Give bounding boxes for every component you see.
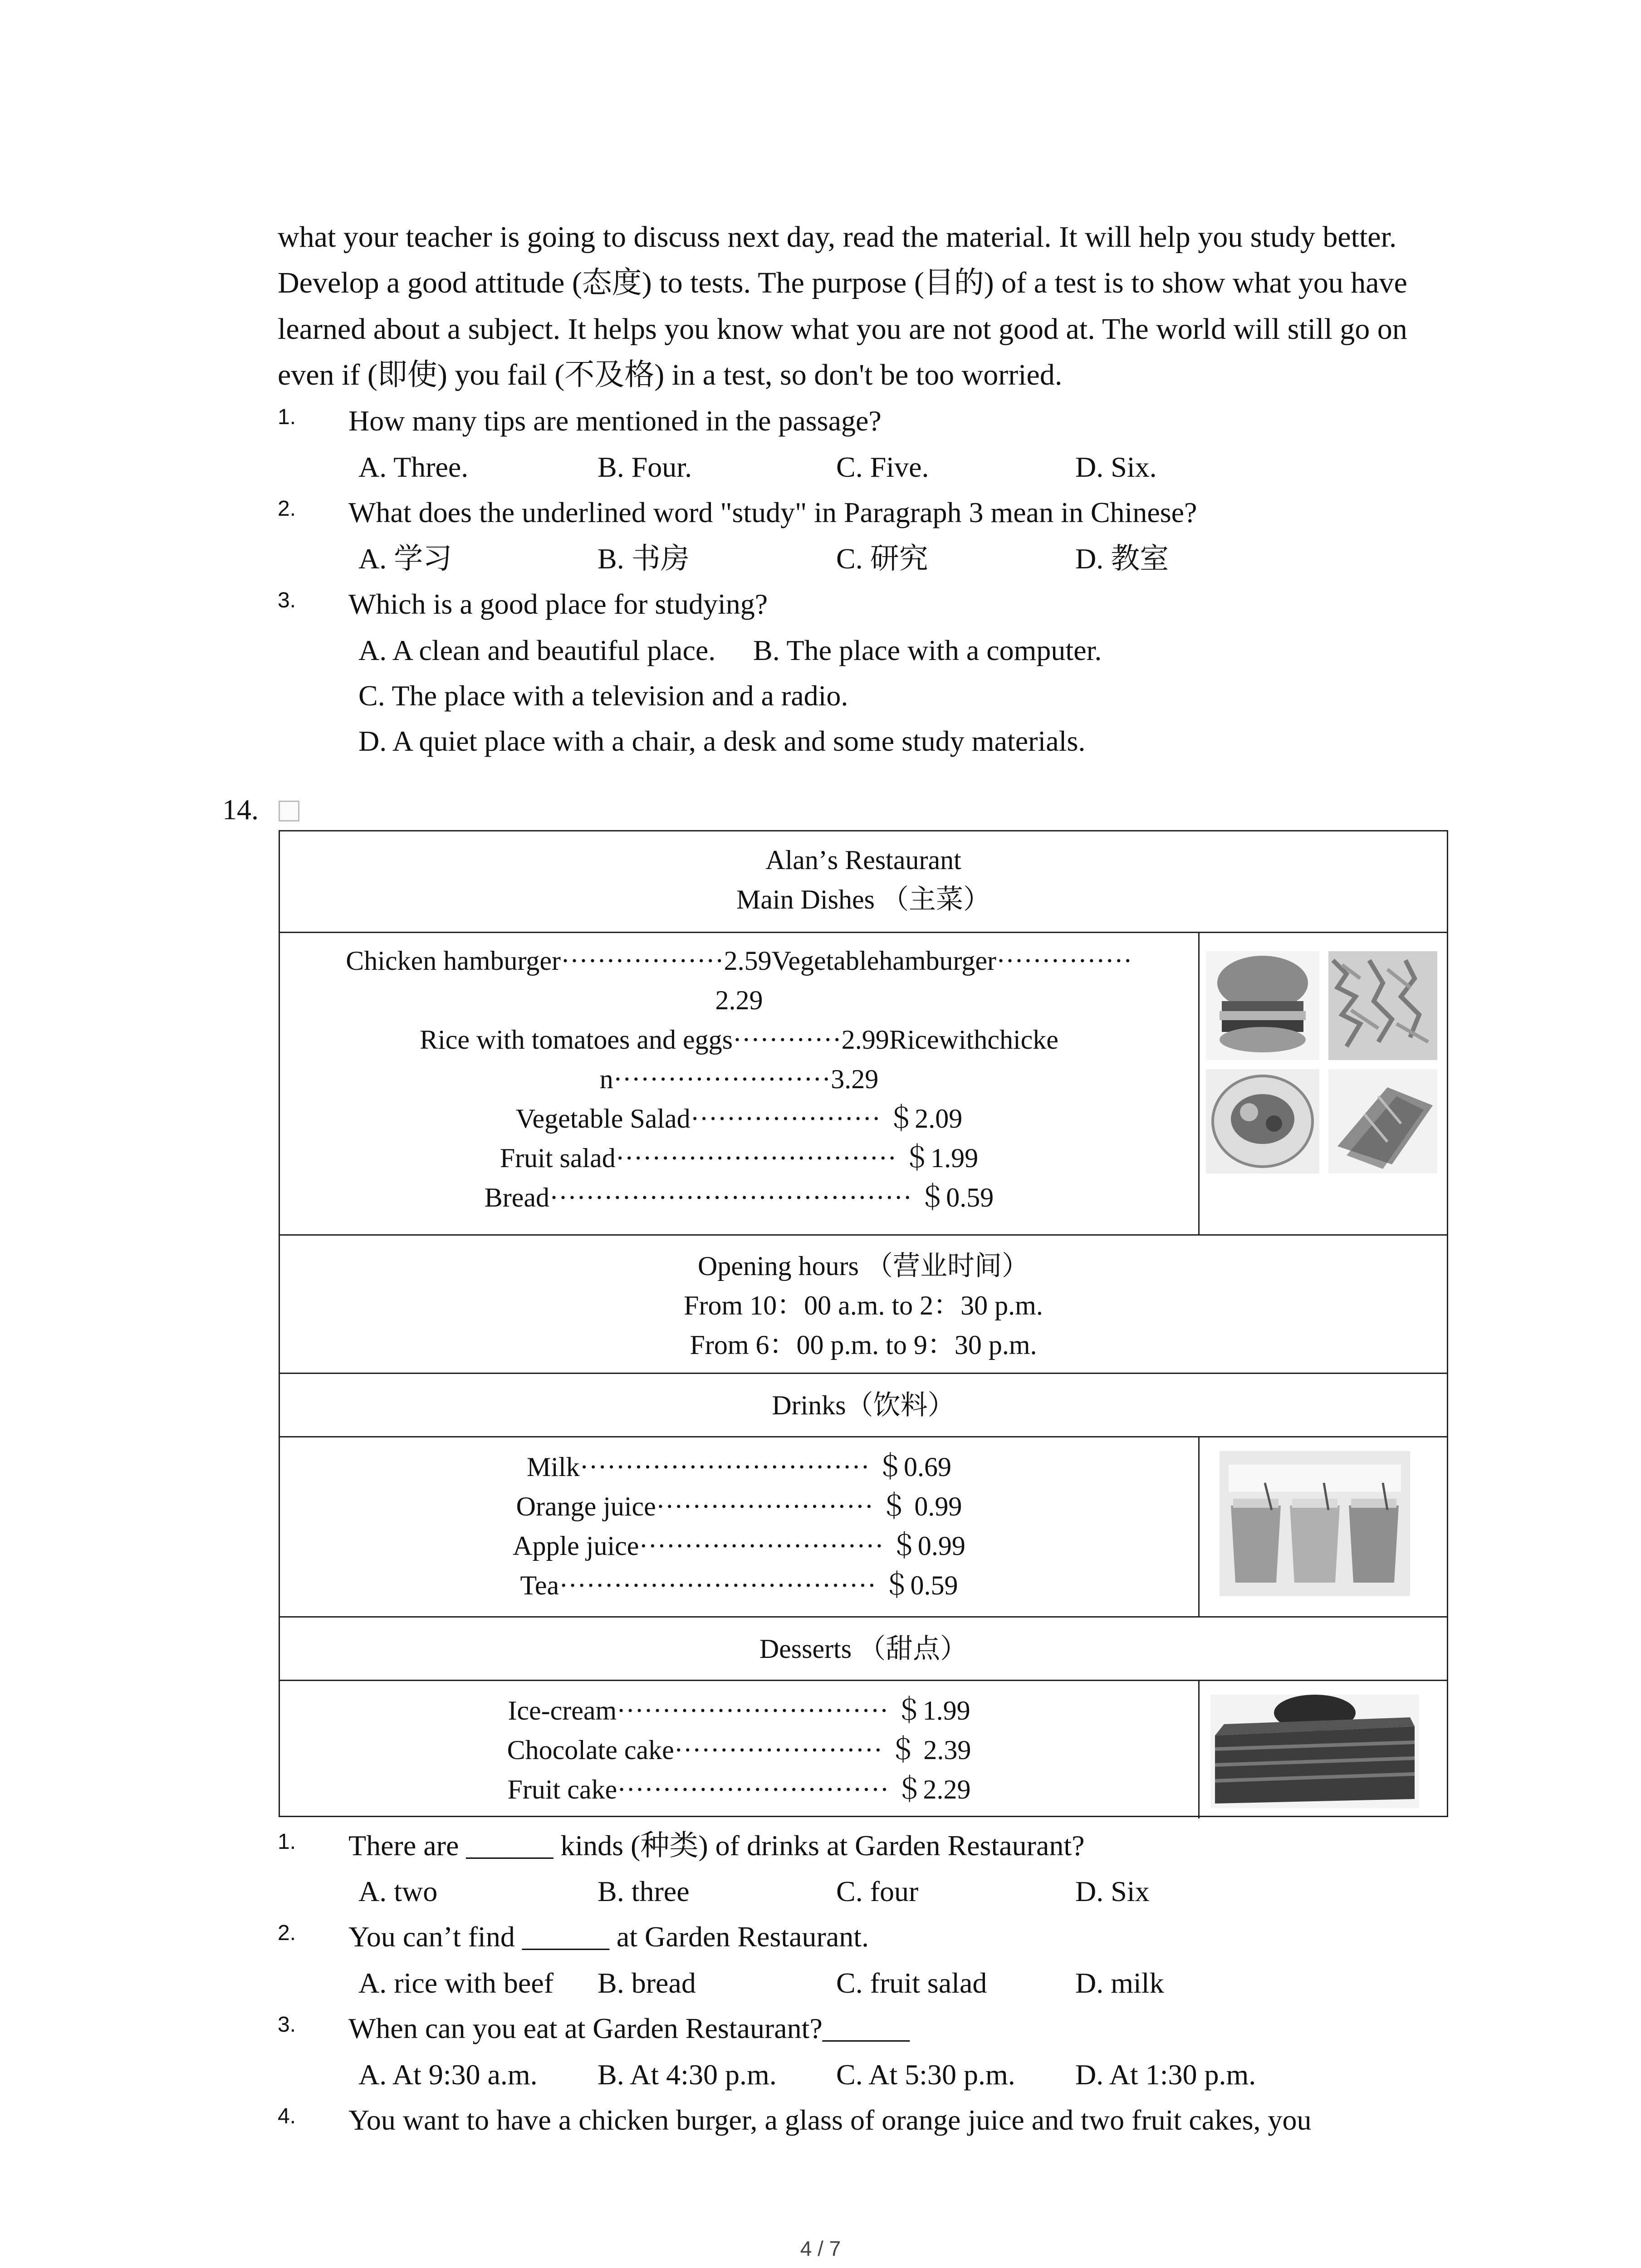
glass-2	[1290, 1499, 1340, 1583]
section-number: 14.	[222, 793, 259, 826]
option: C. fruit salad	[836, 1967, 987, 1999]
option: C. four	[836, 1875, 919, 1907]
restaurant-menu-table	[279, 830, 1448, 1817]
food-photos-image	[1197, 933, 1447, 1234]
drink-line: Tea··································· ＄0.59	[520, 1570, 958, 1600]
option: A. rice with beef	[358, 1967, 554, 1999]
option: B. three	[598, 1875, 690, 1907]
option: C. At 5:30 p.m.	[836, 2058, 1015, 2091]
bread-image	[1328, 1069, 1437, 1173]
passage-line: learned about a subject. It helps you know what you are not good at. The world will still go on	[278, 313, 1407, 346]
menu-section-title: Main Dishes （主菜）	[736, 885, 990, 914]
question-text: There are ______ kinds (种类) of drinks at Garden Restaurant?	[348, 1829, 1085, 1862]
desserts-title-row	[280, 1618, 1447, 1681]
question-number: 3.	[278, 588, 296, 612]
main-dishes-list	[280, 933, 1200, 1234]
dish-line: Fruit salad······························· ＄1.99	[500, 1143, 979, 1173]
desserts-title: Desserts （甜点）	[759, 1634, 968, 1664]
desserts-row	[280, 1681, 1447, 1818]
salad-plate-image	[1206, 1069, 1319, 1173]
hours-line: From 10：00 a.m. to 2：30 p.m.	[684, 1290, 1043, 1320]
drink-line: Milk································ ＄0.69	[526, 1452, 952, 1482]
dish-line: Rice with tomatoes and eggs············2.99Ricewithchicke	[420, 1025, 1058, 1055]
option: A. At 9:30 a.m.	[358, 2058, 538, 2091]
question-number: 4.	[278, 2104, 296, 2128]
option: D. Six	[1075, 1875, 1150, 1907]
hours-title: Opening hours （营业时间）	[698, 1251, 1029, 1281]
question-number: 3.	[278, 2013, 296, 2037]
option: B. Four.	[598, 451, 692, 483]
option: B. At 4:30 p.m.	[598, 2058, 777, 2091]
question-text: You canʼt find ______ at Garden Restaurant.	[348, 1921, 869, 1953]
glass-1	[1231, 1499, 1281, 1583]
question-number: 2.	[278, 497, 296, 521]
passage-line: Develop a good attitude (态度) to tests. The purpose (目的) of a test is to show what you have	[278, 266, 1407, 299]
vegetable-image	[1328, 951, 1437, 1060]
dessert-line: Ice-cream······························ ＄1.99	[508, 1696, 970, 1725]
option: D. Six.	[1075, 451, 1157, 483]
opening-hours-row	[280, 1236, 1447, 1374]
hours-line: From 6：00 p.m. to 9：30 p.m.	[690, 1330, 1037, 1360]
dish-line: Vegetable Salad····················· ＄2.09	[515, 1104, 963, 1134]
chocolate-cake-image	[1197, 1681, 1447, 1817]
passage-line: even if (即使) you fail (不及格) in a test, so don't be too worried.	[278, 358, 1063, 391]
option: D. A quiet place with a chair, a desk and some study materials.	[358, 725, 1086, 757]
option: B. 书房	[598, 543, 690, 575]
hamburger-image	[1206, 951, 1319, 1060]
main-dishes-photos	[1197, 933, 1447, 1234]
menu-title-row	[280, 831, 1447, 933]
dessert-line: Fruit cake······························ ＄2.29	[507, 1774, 971, 1804]
question-text: Which is a good place for studying?	[348, 588, 768, 620]
option: C. The place with a television and a radio.	[358, 679, 848, 712]
option: B. bread	[598, 1967, 696, 1999]
option: B. The place with a computer.	[753, 634, 1102, 666]
option: A. Three.	[358, 451, 469, 483]
drink-line: Apple juice··························· ＄0.99	[513, 1531, 965, 1561]
option: C. Five.	[836, 451, 929, 483]
option: C. 研究	[836, 543, 928, 575]
question-number: 1.	[278, 405, 296, 429]
drinks-title: Drinks（饮料）	[772, 1390, 955, 1420]
dessert-photo	[1197, 1681, 1447, 1818]
main-dishes-row	[280, 933, 1447, 1236]
question-number: 1.	[278, 1830, 296, 1854]
question-text: What does the underlined word "study" in Paragraph 3 mean in Chinese?	[348, 496, 1197, 528]
drinks-photo	[1197, 1437, 1447, 1616]
option: A. two	[358, 1875, 438, 1907]
checkbox-placeholder	[279, 801, 299, 821]
restaurant-name: Alanʼs Restaurant	[765, 845, 961, 875]
dessert-line: Chocolate cake······················· ＄ 2.39	[507, 1735, 971, 1765]
drinks-glasses-image	[1197, 1437, 1447, 1616]
question-text: You want to have a chicken burger, a glass of orange juice and two fruit cakes, you	[348, 2104, 1312, 2136]
dish-line: n························3.29	[599, 1064, 879, 1094]
option: D. milk	[1075, 1967, 1164, 1999]
passage-line: what your teacher is going to discuss next day, read the material. It will help you study better.	[278, 220, 1397, 254]
option: A. 学习	[358, 543, 452, 575]
option: A. A clean and beautiful place.	[358, 634, 716, 666]
dish-line: Bread········································ ＄0.59	[484, 1183, 994, 1212]
drinks-list	[280, 1437, 1200, 1616]
dish-line: Chicken hamburger··················2.59Vegetablehamburger···············	[346, 946, 1132, 976]
dish-line: 2.29	[715, 985, 763, 1015]
drinks-row	[280, 1437, 1447, 1618]
question-text: When can you eat at Garden Restaurant?______	[348, 2012, 910, 2044]
desserts-list	[280, 1681, 1200, 1818]
option: D. 教室	[1075, 543, 1169, 575]
drink-line: Orange juice························ ＄ 0.99	[516, 1491, 962, 1521]
question-text: How many tips are mentioned in the passage?	[348, 405, 882, 437]
page-number: 4 / 7	[800, 2237, 841, 2260]
question-number: 2.	[278, 1921, 296, 1945]
glass-3	[1349, 1499, 1399, 1583]
option: D. At 1:30 p.m.	[1075, 2058, 1256, 2091]
drinks-title-row	[280, 1374, 1447, 1437]
